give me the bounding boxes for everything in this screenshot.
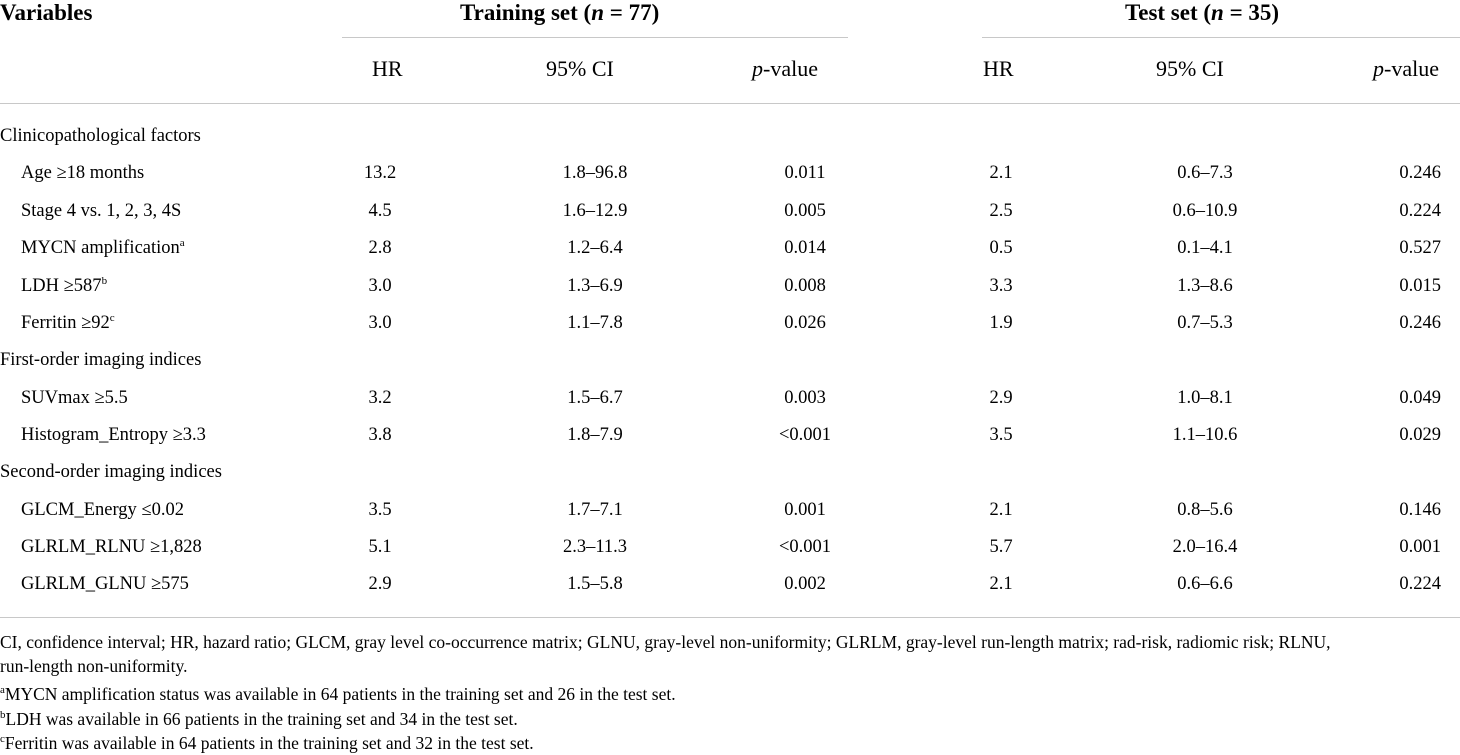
section-title: Second-order imaging indices [0,462,222,482]
training-p-cell: 0.011 [784,163,826,183]
training-ci-cell: 1.5–6.7 [567,388,623,408]
row-label: GLRLM_GLNU ≥575 [21,574,189,594]
test-hr-cell: 2.9 [989,388,1013,408]
test-ci-cell: 0.6–10.9 [1172,201,1238,221]
training-p-cell: <0.001 [778,425,832,445]
training-hr-cell: 3.2 [368,388,392,408]
footnote-abbreviations-line2: run-length non-uniformity. [0,656,188,676]
training-ci-cell: 1.7–7.1 [567,500,623,520]
footnote-marker: c [109,311,115,324]
training-hr-cell: 4.5 [368,201,392,221]
row-label: Histogram_Entropy ≥3.3 [21,425,206,445]
test-hr-cell: 1.9 [989,313,1013,333]
test-ci-cell: 1.0–8.1 [1177,388,1233,408]
test-hr-cell: 2.1 [989,500,1013,520]
training-p-cell: 0.005 [784,201,826,221]
training-p-cell: 0.002 [784,574,826,594]
training-hr-cell: 3.8 [368,425,392,445]
training-ci-cell: 2.3–11.3 [562,537,628,557]
test-hr-cell: 3.5 [989,425,1013,445]
test-hr-cell: 0.5 [989,238,1013,258]
column-header-test-set: Test set (n = 35) [1125,0,1280,25]
test-hr-cell: 2.1 [989,163,1013,183]
test-p-cell: 0.001 [1399,537,1441,557]
training-hr-cell: 3.5 [368,500,392,520]
header-bottom-rule [0,103,1460,104]
subheader-test-hr: HR [983,56,1014,81]
training-hr-cell: 5.1 [368,537,392,557]
row-label: Stage 4 vs. 1, 2, 3, 4S [21,201,182,221]
training-hr-cell: 3.0 [368,313,392,333]
test-p-cell: 0.246 [1399,313,1441,333]
row-label: LDH $\ge 587^b$ [21,274,108,296]
footnote-marker: a [179,236,185,249]
test-hr-cell: 2.5 [989,201,1013,221]
footnote-a: $^a$MYCN amplification status was available in 64 patients in the training set and 26 in the test set. [0,684,676,704]
test-p-cell: 0.029 [1399,425,1441,445]
subheader-training-hr: HR [372,56,403,81]
row-label: GLCM_Energy ≤0.02 [21,500,184,520]
training-p-cell: 0.008 [784,276,826,296]
footnote-c: $^c$Ferritin was available in 64 patients in the training set and 32 in the test set. [0,733,534,753]
training-p-cell: 0.003 [784,388,826,408]
test-p-cell: 0.246 [1399,163,1441,183]
footnote-marker: b [101,274,108,287]
row-label: MYCN amplification$^a$ [21,236,185,258]
row-label: Ferritin $\ge 92^c$ [21,311,115,333]
training-hr-cell: 13.2 [363,163,397,183]
subheader-test-p: p-value [1373,56,1439,81]
section-title: Clinicopathological factors [0,126,201,146]
test-ci-cell: 0.1–4.1 [1177,238,1233,258]
test-p-cell: 0.015 [1399,276,1441,296]
training-ci-cell: 1.1–7.8 [567,313,623,333]
training-ci-cell: 1.2–6.4 [567,238,623,258]
row-label: Age ≥18 months [21,163,145,183]
test-p-cell: 0.224 [1399,574,1441,594]
subheader-test-ci: 95% CI [1156,56,1224,81]
test-hr-cell: 3.3 [989,276,1013,296]
test-p-cell: 0.527 [1399,238,1441,258]
test-ci-cell: 0.8–5.6 [1177,500,1233,520]
training-hr-cell: 3.0 [368,276,392,296]
training-ci-cell: 1.6–12.9 [562,201,628,221]
test-ci-cell: 0.7–5.3 [1177,313,1233,333]
footnote-abbreviations-line1: CI, confidence interval; HR, hazard ratio; GLCM, gray level co-occurrence matrix; GLNU, gray-level non-uniformity; GLRLM, gray-level run-length matrix; rad-risk, radiomic risk; RLNU, [0,632,1331,652]
test-ci-cell: 1.1–10.6 [1172,425,1238,445]
training-ci-cell: 1.3–6.9 [567,276,623,296]
training-p-cell: 0.026 [784,313,826,333]
footnote-b: $^b$LDH was available in 66 patients in the training set and 34 in the test set. [0,709,518,729]
column-header-variables: Variables [0,0,93,25]
training-p-cell: <0.001 [778,537,832,557]
test-p-cell: 0.049 [1399,388,1441,408]
training-group-rule [342,37,848,38]
training-ci-cell: 1.8–7.9 [567,425,623,445]
training-p-cell: 0.001 [784,500,826,520]
row-label: SUVmax ≥5.5 [21,388,128,408]
test-ci-cell: 0.6–7.3 [1177,163,1233,183]
subheader-training-p: p-value [752,56,818,81]
column-header-training-set: Training set (n = 77) [460,0,660,25]
test-hr-cell: 2.1 [989,574,1013,594]
training-ci-cell: 1.5–5.8 [567,574,623,594]
test-ci-cell: 0.6–6.6 [1177,574,1233,594]
row-label: GLRLM_RLNU ≥1,828 [21,537,202,557]
section-title: First-order imaging indices [0,350,202,370]
test-p-cell: 0.146 [1399,500,1441,520]
training-p-cell: 0.014 [784,238,826,258]
test-group-rule [982,37,1460,38]
test-ci-cell: 2.0–16.4 [1172,537,1238,557]
training-hr-cell: 2.9 [368,574,392,594]
training-ci-cell: 1.8–96.8 [562,163,628,183]
table-bottom-rule [0,617,1460,618]
training-hr-cell: 2.8 [368,238,392,258]
test-ci-cell: 1.3–8.6 [1177,276,1233,296]
test-p-cell: 0.224 [1399,201,1441,221]
subheader-training-ci: 95% CI [546,56,614,81]
test-hr-cell: 5.7 [989,537,1013,557]
